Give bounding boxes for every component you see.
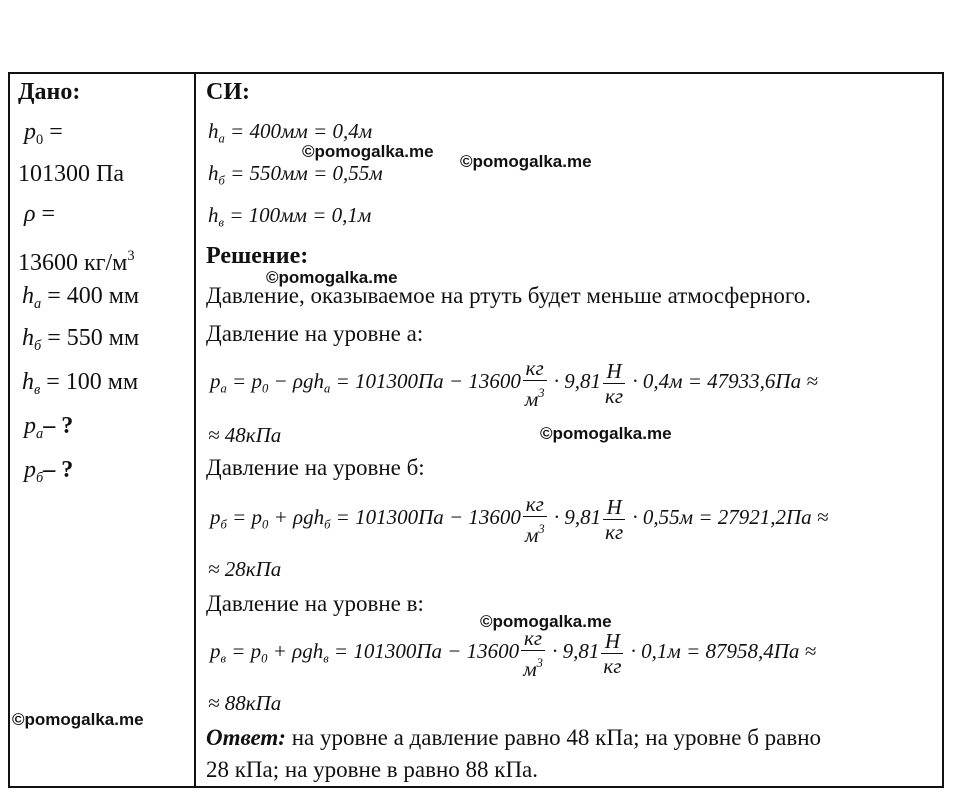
fraction-kg-m3: $\frac{кг}{м^3}$ <box>524 356 545 411</box>
answer-line-2: 28 кПа; на уровне в равно 88 кПа. <box>206 757 539 782</box>
level-a-heading: Давление на уровне а: <box>206 321 424 346</box>
answer-label: Ответ: <box>206 725 286 750</box>
given-p0: $p_0$ = <box>24 119 63 149</box>
fraction-n-kg: $\frac{Н}{кг}$ <box>603 628 622 678</box>
watermark: ©pomogalka.me <box>460 152 592 171</box>
column-divider <box>194 72 196 788</box>
level-b-heading: Давление на уровне б: <box>206 455 425 480</box>
given-ha: $h_а = 400$ мм <box>22 283 140 313</box>
fraction-kg-m3: $\frac{кг}{м^3}$ <box>523 626 543 681</box>
equation-a: $p_а = p_0 - \rho gh_а = 101300Па - 13600$ $\frac{кг}{м^3}$ · 9,81 $\frac{Н}{кг}$ · 0,4м = 47933,6Па ≈ <box>210 356 818 411</box>
result-a: ≈ 48кПа <box>208 423 282 447</box>
fraction-kg-m3: $\frac{кг}{м^3}$ <box>524 492 545 547</box>
solution-title: Решение: <box>206 243 309 269</box>
watermark: ©pomogalka.me <box>302 142 434 161</box>
given-rho-value: 13600 $кг/м^3$ <box>18 248 135 277</box>
watermark: ©pomogalka.me <box>540 424 672 443</box>
si-hv: $h_в = 100мм = 0,1м$ <box>208 203 372 230</box>
fraction-n-kg: $\frac{Н}{кг}$ <box>605 358 624 408</box>
level-v-heading: Давление на уровне в: <box>206 591 424 616</box>
solution-intro: Давление, оказываемое на ртуть будет меньше атмосферного. <box>206 283 811 308</box>
given-rho: ρ = <box>24 201 56 227</box>
result-b: ≈ 28кПа <box>208 557 282 581</box>
given-pb-unknown: $p_б-$ ? <box>24 457 74 487</box>
given-pa-unknown: $p_а-$ ? <box>24 413 74 443</box>
si-hb: $h_б = 550мм = 0,55м$ <box>208 161 383 188</box>
given-p0-value: 101300 Па <box>18 161 124 187</box>
answer-line-1: Ответ: на уровне а давление равно 48 кПа; на уровне б равно <box>206 725 822 750</box>
watermark: ©pomogalka.me <box>266 268 398 287</box>
given-hv: $h_в = 100$ мм <box>22 369 139 399</box>
watermark: ©pomogalka.me <box>480 612 612 631</box>
equation-b: $p_б = p_0 + \rho gh_б = 101300Па - 13600$ $\frac{кг}{м^3}$ · 9,81 $\frac{Н}{кг}$ · 0,55м = 27921,2Па ≈ <box>210 492 829 547</box>
given-title: Дано: <box>18 79 81 105</box>
watermark: ©pomogalka.me <box>12 710 144 729</box>
given-hb: $h_б = 550$ мм <box>22 325 140 355</box>
equation-v: $p_в = p_0 + \rho gh_в = 101300Па - 13600$ $\frac{кг}{м^3}$ · 9,81 $\frac{Н}{кг}$ · 0,1м = 87958,4Па ≈ <box>210 626 817 681</box>
result-v: ≈ 88кПа <box>208 691 282 715</box>
fraction-n-kg: $\frac{Н}{кг}$ <box>605 494 624 544</box>
si-title: СИ: <box>206 79 250 105</box>
si-ha: $h_а = 400мм = 0,4м$ <box>208 119 373 146</box>
